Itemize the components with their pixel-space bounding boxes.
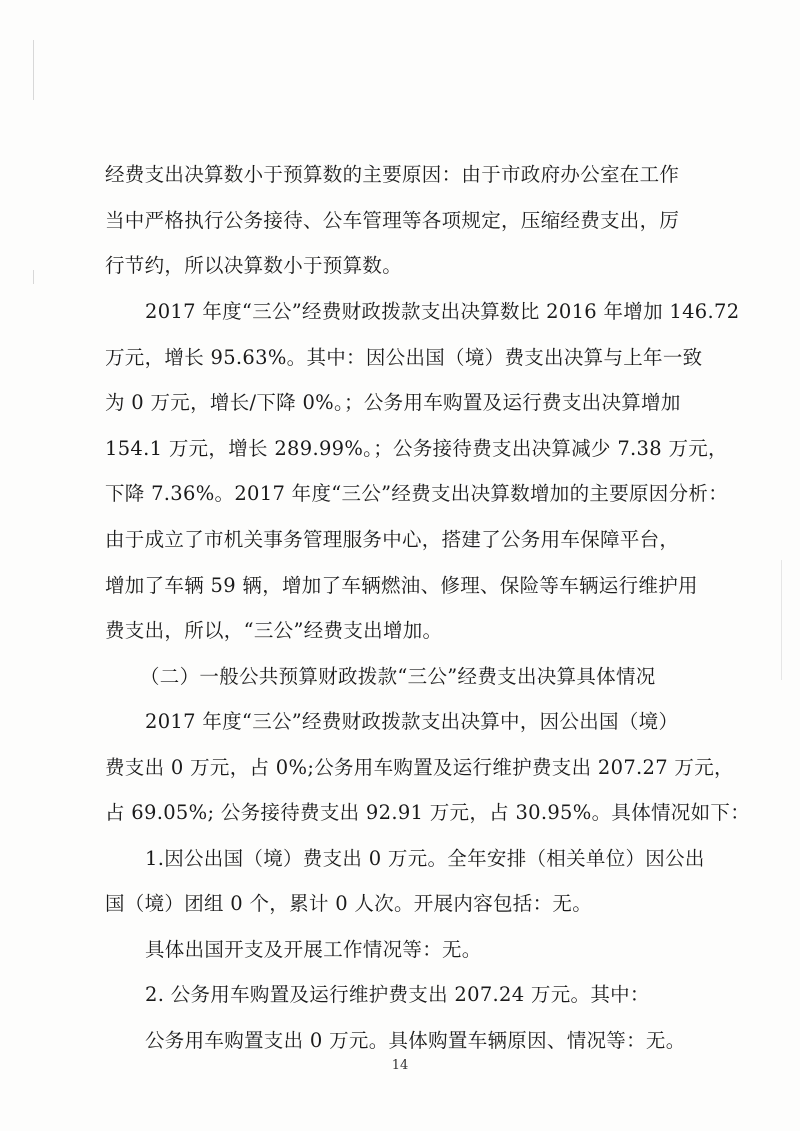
text-line: 1.因公出国（境）费支出 0 万元。全年安排（相关单位）因公出 xyxy=(145,847,705,870)
text-line: 下降 7.36%。2017 年度“三公”经费支出决算数增加的主要原因分析： xyxy=(105,482,729,505)
text-line: 费支出，所以，“三公”经费支出增加。 xyxy=(105,619,443,642)
text-line: 占 69.05%; 公务接待费支出 92.91 万元，占 30.95%。具体情况如下： xyxy=(105,801,750,824)
text-line: 2017 年度“三公”经费财政拨款支出决算数比 2016 年增加 146.72 xyxy=(145,300,740,323)
text-line: 2. 公务用车购置及运行维护费支出 207.24 万元。其中： xyxy=(145,983,650,1006)
text-line: 费支出 0 万元，占 0%;公务用车购置及运行维护费支出 207.27 万元， xyxy=(105,756,734,779)
text-line: 具体出国开支及开展工作情况等：无。 xyxy=(145,938,482,961)
scan-edge xyxy=(781,560,782,680)
text-line: 由于成立了市机关事务管理服务中心，搭建了公务用车保障平台， xyxy=(105,528,680,551)
scan-mark xyxy=(33,40,34,100)
text-line: 行节约，所以决算数小于预算数。 xyxy=(105,254,403,277)
text-line: 国（境）团组 0 个，累计 0 人次。开展内容包括：无。 xyxy=(105,892,593,915)
section-heading: （二）一般公共预算财政拨款“三公”经费支出决算具体情况 xyxy=(140,665,656,688)
text-line: 为 0 万元，增长/下降 0%。；公务用车购置及运行费支出决算增加 xyxy=(105,391,681,414)
text-line: 增加了车辆 59 辆，增加了车辆燃油、修理、保险等车辆运行维护用 xyxy=(105,574,698,597)
scan-mark xyxy=(33,270,34,284)
text-line: 经费支出决算数小于预算数的主要原因：由于市政府办公室在工作 xyxy=(105,163,680,186)
text-line: 154.1 万元，增长 289.99%。；公务接待费支出决算减少 7.38 万元， xyxy=(105,437,728,460)
text-line: 当中严格执行公务接待、公车管理等各项规定，压缩经费支出，厉 xyxy=(105,209,680,232)
text-line: 万元，增长 95.63%。其中：因公出国（境）费支出决算与上年一致 xyxy=(105,346,703,369)
page-number: 14 xyxy=(391,1058,409,1073)
text-line: 2017 年度“三公”经费财政拨款支出决算中，因公出国（境） xyxy=(145,710,679,733)
text-line: 公务用车购置支出 0 万元。具体购置车辆原因、情况等：无。 xyxy=(145,1029,686,1052)
